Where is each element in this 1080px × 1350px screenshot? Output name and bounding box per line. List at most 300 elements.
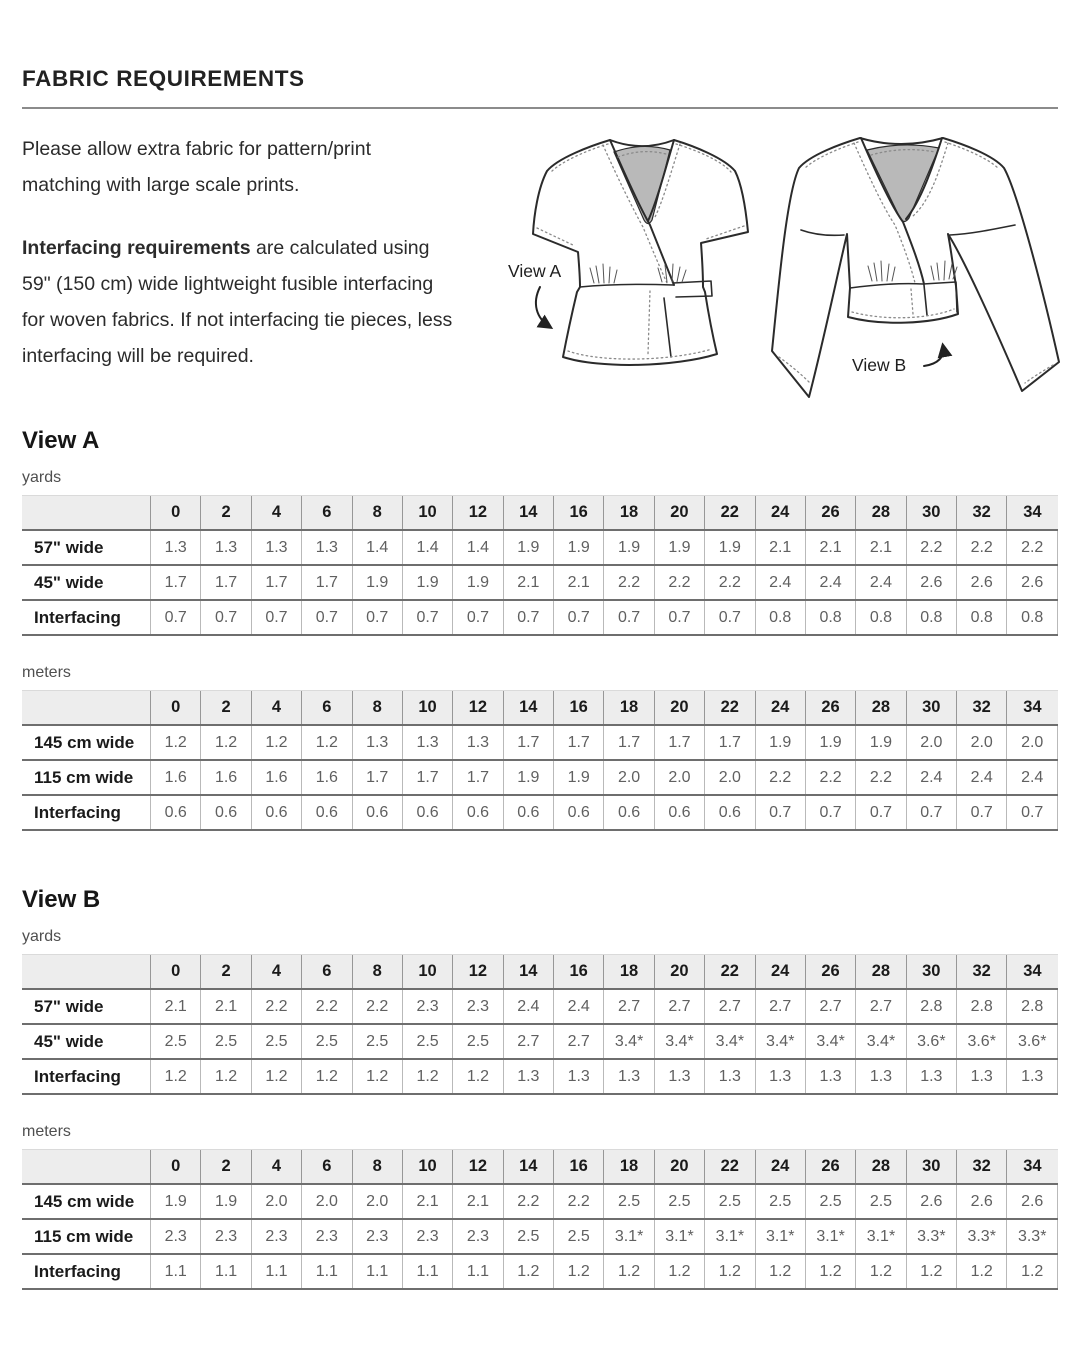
value-cell: 1.1	[352, 1254, 402, 1289]
value-cell: 2.0	[957, 725, 1007, 760]
value-cell: 3.1*	[604, 1219, 654, 1254]
value-cell: 2.5	[755, 1184, 805, 1219]
table-row	[22, 795, 1058, 830]
size-col-header: 20	[654, 955, 704, 990]
value-cell: 1.1	[453, 1254, 503, 1289]
value-cell: 2.6	[1007, 1184, 1058, 1219]
size-col-header: 22	[705, 691, 755, 726]
value-cell: 1.2	[705, 1254, 755, 1289]
value-cell: 2.4	[906, 760, 956, 795]
value-cell: 2.7	[654, 989, 704, 1024]
view-b-yards-label: yards	[22, 928, 62, 945]
view-b-heading: View B	[22, 886, 101, 913]
value-cell: 2.6	[906, 1184, 956, 1219]
size-col-header: 10	[402, 691, 452, 726]
value-cell: 2.1	[453, 1184, 503, 1219]
value-cell: 1.3	[251, 530, 301, 565]
value-cell: 0.7	[554, 600, 604, 635]
row-label: Interfacing	[34, 1066, 121, 1086]
size-col-header: 32	[957, 1150, 1007, 1185]
size-col-header: 6	[302, 1150, 352, 1185]
value-cell: 2.5	[503, 1219, 553, 1254]
size-col-header: 24	[755, 955, 805, 990]
value-cell: 1.2	[604, 1254, 654, 1289]
size-header-row	[22, 1150, 1058, 1185]
value-cell: 1.2	[302, 725, 352, 760]
value-cell: 2.7	[856, 989, 906, 1024]
value-cell: 1.3	[352, 725, 402, 760]
value-cell: 1.7	[654, 725, 704, 760]
value-cell: 1.4	[352, 530, 402, 565]
value-cell: 0.7	[302, 600, 352, 635]
size-col-header: 24	[755, 496, 805, 531]
note-line: 59" (150 cm) wide lightweight fusible interfacing	[22, 273, 434, 295]
size-col-header: 4	[251, 691, 301, 726]
value-cell: 0.7	[604, 600, 654, 635]
size-col-header: 26	[805, 496, 855, 531]
value-cell: 2.4	[805, 565, 855, 600]
value-cell: 2.5	[856, 1184, 906, 1219]
value-cell: 2.5	[302, 1024, 352, 1059]
table-row	[22, 1254, 1058, 1289]
size-col-header: 2	[201, 496, 251, 531]
value-cell: 0.7	[352, 600, 402, 635]
size-col-header: 8	[352, 955, 402, 990]
value-cell: 1.2	[805, 1254, 855, 1289]
size-col-header: 30	[906, 496, 956, 531]
value-cell: 1.9	[503, 530, 553, 565]
table-row	[22, 725, 1058, 760]
size-col-header: 32	[957, 955, 1007, 990]
value-cell: 2.7	[755, 989, 805, 1024]
size-col-header: 0	[151, 1150, 201, 1185]
value-cell: 0.6	[705, 795, 755, 830]
value-cell: 2.3	[402, 1219, 452, 1254]
row-label: 57" wide	[34, 996, 104, 1016]
value-cell: 0.6	[251, 795, 301, 830]
value-cell: 1.2	[302, 1059, 352, 1094]
value-cell: 0.6	[554, 795, 604, 830]
value-cell: 3.6*	[906, 1024, 956, 1059]
table-row	[22, 989, 1058, 1024]
value-cell: 2.2	[654, 565, 704, 600]
value-cell: 2.0	[251, 1184, 301, 1219]
value-cell: 0.7	[453, 600, 503, 635]
table-row	[22, 760, 1058, 795]
value-cell: 2.6	[1007, 565, 1058, 600]
value-cell: 0.8	[957, 600, 1007, 635]
size-col-header: 6	[302, 691, 352, 726]
value-cell: 2.5	[654, 1184, 704, 1219]
value-cell: 1.3	[151, 530, 201, 565]
value-cell: 0.6	[151, 795, 201, 830]
value-cell: 1.2	[957, 1254, 1007, 1289]
size-header-row	[22, 496, 1058, 531]
size-col-header: 16	[554, 955, 604, 990]
size-col-header: 2	[201, 955, 251, 990]
value-cell: 1.3	[453, 725, 503, 760]
size-col-header: 24	[755, 1150, 805, 1185]
value-cell: 1.1	[151, 1254, 201, 1289]
value-cell: 2.7	[805, 989, 855, 1024]
size-col-header: 22	[705, 955, 755, 990]
value-cell: 3.6*	[1007, 1024, 1058, 1059]
value-cell: 1.9	[201, 1184, 251, 1219]
value-cell: 1.3	[554, 1059, 604, 1094]
value-cell: 1.2	[906, 1254, 956, 1289]
garment-view-a	[533, 140, 748, 365]
value-cell: 3.3*	[957, 1219, 1007, 1254]
value-cell: 0.7	[151, 600, 201, 635]
value-cell: 3.1*	[705, 1219, 755, 1254]
value-cell: 1.7	[503, 725, 553, 760]
value-cell: 2.2	[705, 565, 755, 600]
table-row	[22, 565, 1058, 600]
view-b-illustration-label: View B	[852, 355, 907, 375]
value-cell: 1.2	[352, 1059, 402, 1094]
size-col-header: 4	[251, 1150, 301, 1185]
note-line: matching with large scale prints.	[22, 174, 300, 196]
size-col-header: 26	[805, 1150, 855, 1185]
value-cell: 0.7	[755, 795, 805, 830]
value-cell: 2.1	[503, 565, 553, 600]
value-cell: 2.8	[1007, 989, 1058, 1024]
value-cell: 2.0	[302, 1184, 352, 1219]
row-label: 115 cm wide	[34, 1226, 134, 1246]
value-cell: 1.9	[856, 725, 906, 760]
value-cell: 2.5	[352, 1024, 402, 1059]
value-cell: 1.9	[805, 725, 855, 760]
size-col-header: 0	[151, 691, 201, 726]
size-col-header: 24	[755, 691, 805, 726]
value-cell: 0.7	[1007, 795, 1058, 830]
size-col-header: 12	[453, 1150, 503, 1185]
value-cell: 2.2	[856, 760, 906, 795]
value-cell: 1.9	[554, 760, 604, 795]
value-cell: 3.4*	[654, 1024, 704, 1059]
size-header-row	[22, 955, 1058, 990]
value-cell: 3.1*	[654, 1219, 704, 1254]
value-cell: 1.1	[201, 1254, 251, 1289]
corner-cell	[22, 1150, 151, 1185]
row-label: 57" wide	[34, 537, 104, 557]
value-cell: 2.4	[554, 989, 604, 1024]
view-a-yards-table	[22, 495, 1058, 636]
size-col-header: 28	[856, 496, 906, 531]
value-cell: 1.3	[856, 1059, 906, 1094]
interfacing-note-rest: are calculated using	[250, 237, 430, 259]
value-cell: 2.8	[957, 989, 1007, 1024]
size-col-header: 4	[251, 955, 301, 990]
value-cell: 2.2	[906, 530, 956, 565]
value-cell: 1.3	[654, 1059, 704, 1094]
value-cell: 2.3	[302, 1219, 352, 1254]
value-cell: 1.3	[402, 725, 452, 760]
value-cell: 1.2	[755, 1254, 805, 1289]
page-title: FABRIC REQUIREMENTS	[22, 66, 305, 91]
value-cell: 1.3	[957, 1059, 1007, 1094]
value-cell: 2.6	[906, 565, 956, 600]
value-cell: 3.4*	[604, 1024, 654, 1059]
size-col-header: 0	[151, 955, 201, 990]
value-cell: 0.6	[302, 795, 352, 830]
value-cell: 2.3	[151, 1219, 201, 1254]
size-col-header: 18	[604, 1150, 654, 1185]
note-line: interfacing will be required.	[22, 345, 254, 367]
size-col-header: 32	[957, 691, 1007, 726]
value-cell: 3.3*	[1007, 1219, 1058, 1254]
value-cell: 0.8	[856, 600, 906, 635]
size-col-header: 34	[1007, 496, 1058, 531]
value-cell: 2.0	[1007, 725, 1058, 760]
value-cell: 1.6	[151, 760, 201, 795]
value-cell: 2.7	[554, 1024, 604, 1059]
size-col-header: 2	[201, 691, 251, 726]
size-col-header: 8	[352, 691, 402, 726]
value-cell: 2.2	[302, 989, 352, 1024]
value-cell: 3.4*	[755, 1024, 805, 1059]
value-cell: 2.0	[906, 725, 956, 760]
value-cell: 1.7	[201, 565, 251, 600]
value-cell: 2.5	[251, 1024, 301, 1059]
view-b-meters-label: meters	[22, 1123, 71, 1140]
value-cell: 1.2	[201, 1059, 251, 1094]
value-cell: 1.3	[1007, 1059, 1058, 1094]
value-cell: 1.3	[302, 530, 352, 565]
size-col-header: 6	[302, 496, 352, 531]
note-line: for woven fabrics. If not interfacing tie pieces, less	[22, 309, 453, 331]
size-col-header: 22	[705, 1150, 755, 1185]
size-col-header: 30	[906, 691, 956, 726]
size-col-header: 34	[1007, 1150, 1058, 1185]
value-cell: 1.2	[251, 1059, 301, 1094]
value-cell: 0.7	[957, 795, 1007, 830]
value-cell: 2.5	[402, 1024, 452, 1059]
size-header-row	[22, 691, 1058, 726]
value-cell: 0.6	[604, 795, 654, 830]
value-cell: 1.1	[302, 1254, 352, 1289]
table-row	[22, 1024, 1058, 1059]
size-col-header: 14	[503, 691, 553, 726]
value-cell: 2.2	[503, 1184, 553, 1219]
value-cell: 1.2	[251, 725, 301, 760]
value-cell: 2.2	[755, 760, 805, 795]
view-a-yards-label: yards	[22, 469, 62, 486]
value-cell: 0.7	[402, 600, 452, 635]
value-cell: 1.4	[402, 530, 452, 565]
size-col-header: 18	[604, 496, 654, 531]
value-cell: 1.3	[503, 1059, 553, 1094]
value-cell: 1.9	[352, 565, 402, 600]
value-cell: 1.3	[705, 1059, 755, 1094]
value-cell: 1.6	[251, 760, 301, 795]
value-cell: 2.5	[453, 1024, 503, 1059]
size-col-header: 14	[503, 955, 553, 990]
value-cell: 3.4*	[705, 1024, 755, 1059]
value-cell: 2.1	[151, 989, 201, 1024]
table-row	[22, 1219, 1058, 1254]
value-cell: 0.6	[352, 795, 402, 830]
table-row	[22, 1059, 1058, 1094]
value-cell: 0.6	[201, 795, 251, 830]
value-cell: 1.1	[402, 1254, 452, 1289]
value-cell: 1.9	[554, 530, 604, 565]
value-cell: 2.3	[453, 989, 503, 1024]
row-label: Interfacing	[34, 1261, 121, 1281]
size-col-header: 10	[402, 955, 452, 990]
value-cell: 2.3	[352, 1219, 402, 1254]
value-cell: 0.6	[453, 795, 503, 830]
value-cell: 3.1*	[805, 1219, 855, 1254]
size-col-header: 32	[957, 496, 1007, 531]
value-cell: 1.9	[705, 530, 755, 565]
size-col-header: 12	[453, 496, 503, 531]
table-row	[22, 530, 1058, 565]
view-a-illustration-label: View A	[508, 261, 562, 281]
interfacing-note-lead: Interfacing requirements	[22, 237, 251, 259]
size-col-header: 20	[654, 496, 704, 531]
size-col-header: 10	[402, 496, 452, 531]
size-col-header: 2	[201, 1150, 251, 1185]
value-cell: 3.3*	[906, 1219, 956, 1254]
value-cell: 2.7	[705, 989, 755, 1024]
value-cell: 1.9	[503, 760, 553, 795]
value-cell: 1.1	[251, 1254, 301, 1289]
view-a-meters-table	[22, 690, 1058, 831]
value-cell: 2.0	[705, 760, 755, 795]
value-cell: 1.9	[604, 530, 654, 565]
size-col-header: 20	[654, 691, 704, 726]
value-cell: 1.2	[654, 1254, 704, 1289]
value-cell: 0.6	[402, 795, 452, 830]
value-cell: 1.2	[554, 1254, 604, 1289]
value-cell: 2.7	[503, 1024, 553, 1059]
size-col-header: 12	[453, 691, 503, 726]
corner-cell	[22, 496, 151, 531]
view-a-meters-label: meters	[22, 664, 71, 681]
size-col-header: 18	[604, 691, 654, 726]
view-b-section	[22, 886, 1058, 1290]
size-col-header: 10	[402, 1150, 452, 1185]
size-col-header: 14	[503, 496, 553, 531]
corner-cell	[22, 955, 151, 990]
value-cell: 1.7	[705, 725, 755, 760]
value-cell: 3.1*	[856, 1219, 906, 1254]
value-cell: 2.1	[554, 565, 604, 600]
row-label: Interfacing	[34, 607, 121, 627]
view-b-arrow	[924, 346, 943, 366]
size-col-header: 26	[805, 691, 855, 726]
value-cell: 0.7	[805, 795, 855, 830]
value-cell: 1.3	[906, 1059, 956, 1094]
view-a-heading: View A	[22, 427, 100, 454]
value-cell: 2.3	[251, 1219, 301, 1254]
value-cell: 1.9	[654, 530, 704, 565]
value-cell: 1.6	[302, 760, 352, 795]
value-cell: 2.8	[906, 989, 956, 1024]
row-label: 145 cm wide	[34, 732, 135, 752]
value-cell: 2.2	[251, 989, 301, 1024]
size-col-header: 30	[906, 1150, 956, 1185]
value-cell: 1.7	[151, 565, 201, 600]
size-col-header: 28	[856, 1150, 906, 1185]
value-cell: 1.2	[856, 1254, 906, 1289]
view-a-arrow	[536, 287, 550, 327]
size-col-header: 8	[352, 1150, 402, 1185]
size-col-header: 8	[352, 496, 402, 531]
value-cell: 2.2	[957, 530, 1007, 565]
value-cell: 3.1*	[755, 1219, 805, 1254]
size-col-header: 6	[302, 955, 352, 990]
size-col-header: 28	[856, 691, 906, 726]
garment-illustrations	[490, 121, 1070, 421]
value-cell: 2.1	[856, 530, 906, 565]
value-cell: 2.4	[503, 989, 553, 1024]
value-cell: 2.7	[604, 989, 654, 1024]
value-cell: 1.2	[503, 1254, 553, 1289]
value-cell: 1.2	[1007, 1254, 1058, 1289]
value-cell: 0.7	[503, 600, 553, 635]
value-cell: 2.4	[856, 565, 906, 600]
row-label: 45" wide	[34, 1031, 104, 1051]
value-cell: 0.6	[503, 795, 553, 830]
view-a-section	[22, 427, 1058, 831]
garment-view-b	[772, 138, 1059, 397]
value-cell: 0.8	[805, 600, 855, 635]
value-cell: 2.6	[957, 1184, 1007, 1219]
value-cell: 2.5	[151, 1024, 201, 1059]
value-cell: 1.9	[402, 565, 452, 600]
value-cell: 3.6*	[957, 1024, 1007, 1059]
value-cell: 2.5	[705, 1184, 755, 1219]
value-cell: 2.2	[1007, 530, 1058, 565]
size-col-header: 26	[805, 955, 855, 990]
value-cell: 2.1	[755, 530, 805, 565]
value-cell: 1.3	[755, 1059, 805, 1094]
row-label: Interfacing	[34, 802, 121, 822]
value-cell: 1.7	[302, 565, 352, 600]
value-cell: 2.4	[957, 760, 1007, 795]
note-line: Please allow extra fabric for pattern/print	[22, 138, 372, 160]
value-cell: 1.2	[151, 1059, 201, 1094]
value-cell: 2.2	[554, 1184, 604, 1219]
size-col-header: 28	[856, 955, 906, 990]
value-cell: 1.7	[604, 725, 654, 760]
value-cell: 0.7	[856, 795, 906, 830]
value-cell: 2.5	[604, 1184, 654, 1219]
value-cell: 1.7	[402, 760, 452, 795]
view-b-meters-table	[22, 1149, 1058, 1290]
size-col-header: 0	[151, 496, 201, 531]
value-cell: 2.2	[352, 989, 402, 1024]
value-cell: 2.3	[402, 989, 452, 1024]
value-cell: 2.5	[554, 1219, 604, 1254]
value-cell: 0.7	[705, 600, 755, 635]
size-col-header: 12	[453, 955, 503, 990]
value-cell: 1.2	[453, 1059, 503, 1094]
size-col-header: 16	[554, 1150, 604, 1185]
value-cell: 3.4*	[805, 1024, 855, 1059]
value-cell: 0.8	[906, 600, 956, 635]
value-cell: 2.1	[201, 989, 251, 1024]
view-b-yards-table	[22, 954, 1058, 1095]
size-col-header: 34	[1007, 691, 1058, 726]
size-col-header: 18	[604, 955, 654, 990]
value-cell: 0.7	[906, 795, 956, 830]
table-row	[22, 1184, 1058, 1219]
value-cell: 2.3	[201, 1219, 251, 1254]
size-col-header: 16	[554, 496, 604, 531]
